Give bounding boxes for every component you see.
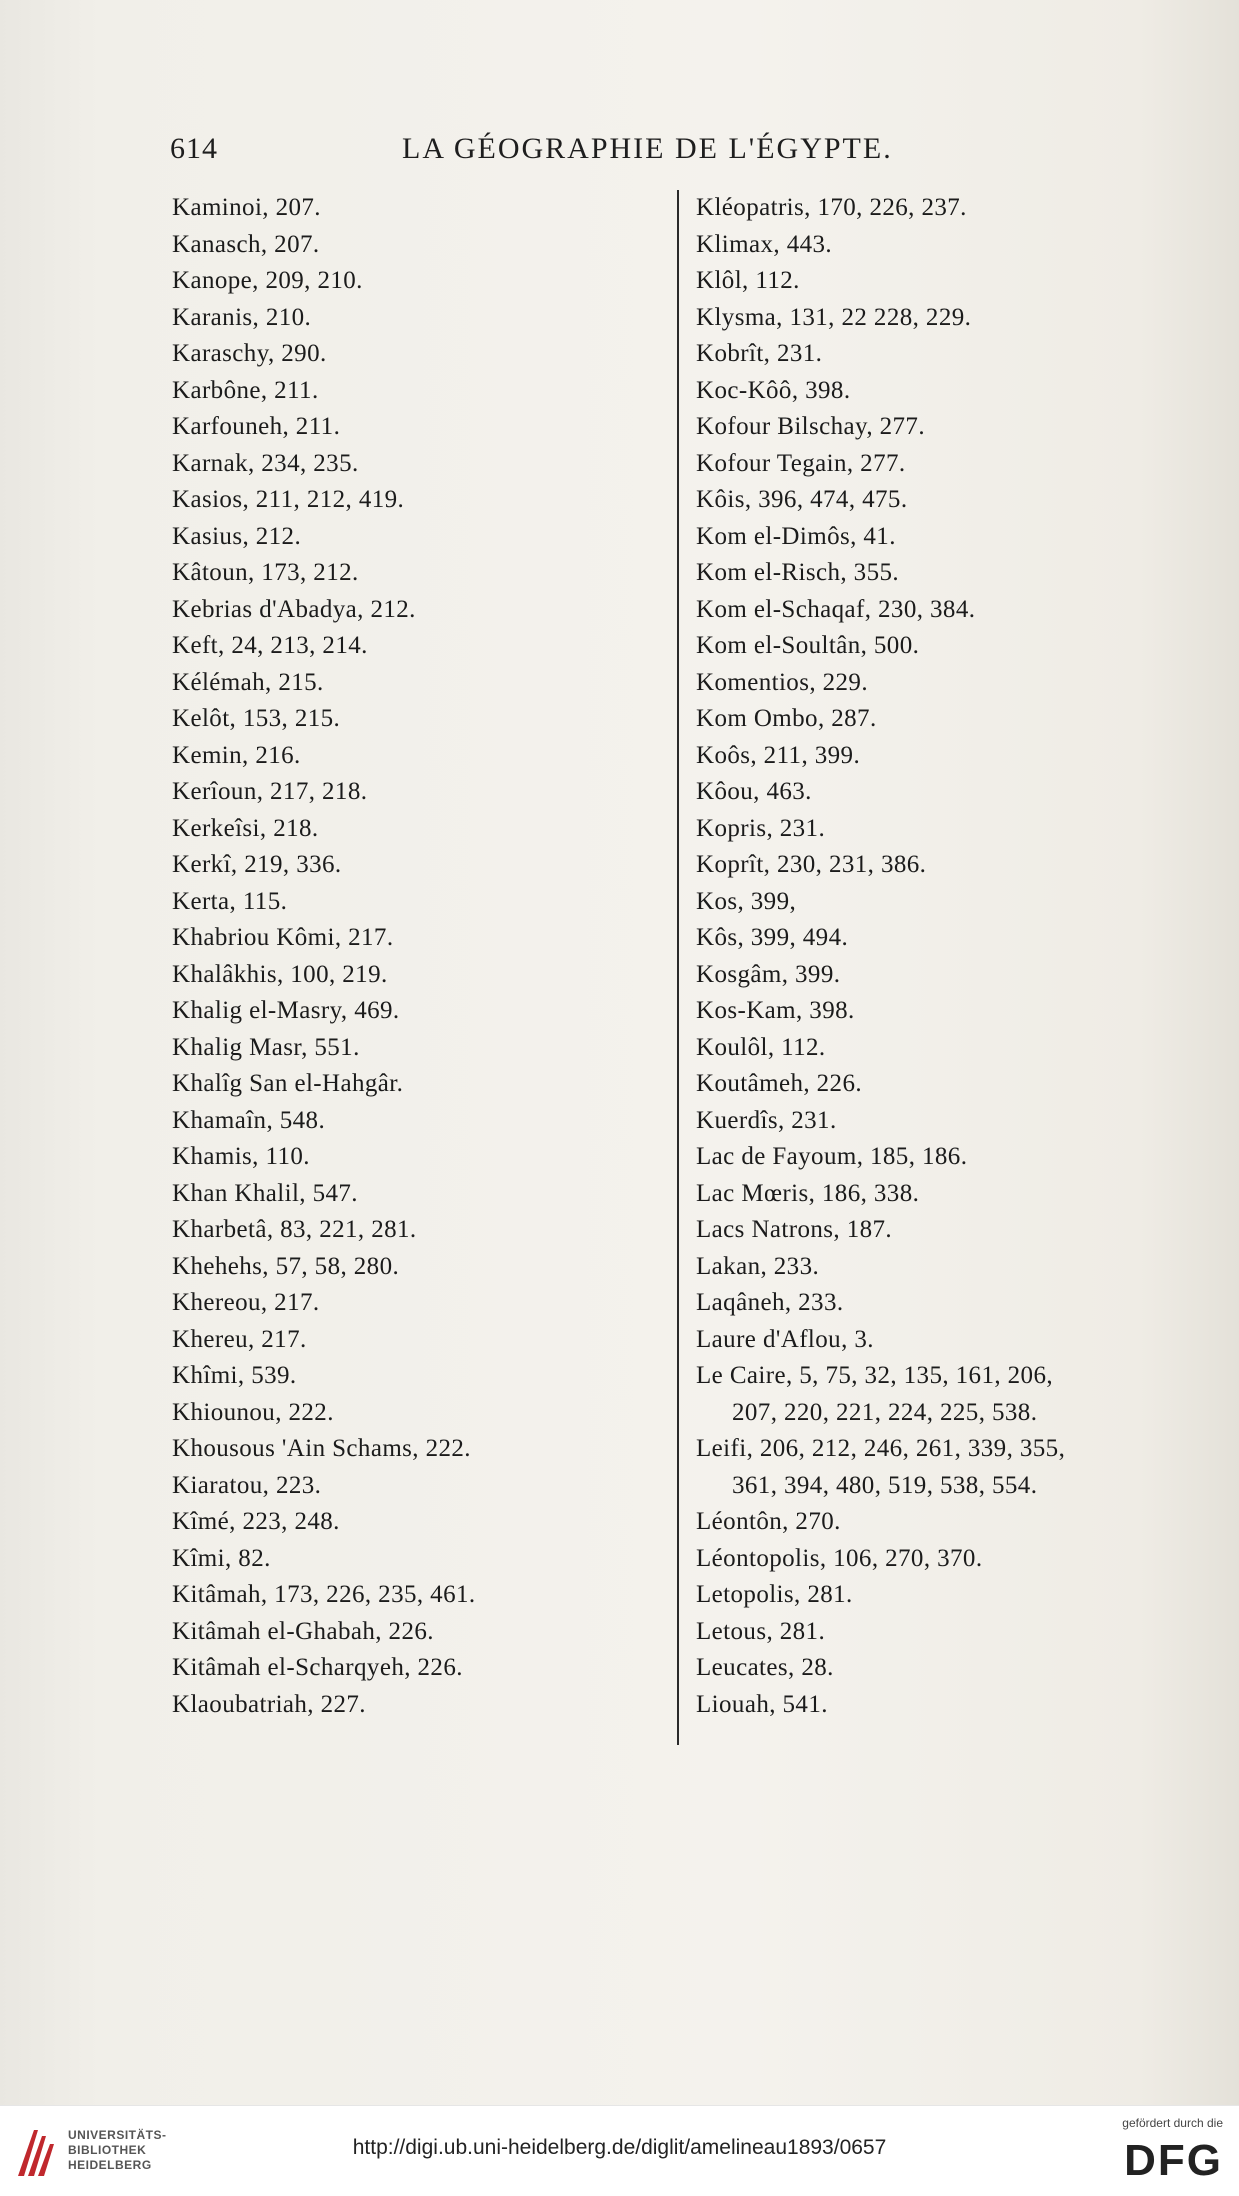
- index-entry: Komentios, 229.: [696, 668, 868, 696]
- index-entry: Karbône, 211.: [172, 376, 319, 404]
- index-entry: Karfouneh, 211.: [172, 413, 341, 440]
- index-entry: Kâtoun, 173, 212.: [172, 559, 359, 586]
- index-entry: Khalig Masr, 551.: [172, 1033, 360, 1061]
- index-entry: Kanasch, 207.: [172, 230, 320, 258]
- index-entry: Khalig el-Masry, 469.: [172, 997, 400, 1024]
- index-entry: Kerta, 115.: [172, 887, 288, 915]
- index-entry: Kobrît, 231.: [696, 340, 823, 367]
- index-entry: Khîmi, 539.: [172, 1362, 297, 1389]
- index-entry: Léontopolis, 106, 270, 370.: [696, 1544, 983, 1572]
- index-entry: Karaschy, 290.: [172, 340, 327, 367]
- index-entry: Kélémah, 215.: [172, 668, 324, 696]
- funder-note: gefördert durch die: [1122, 2116, 1223, 2130]
- page-header: [170, 132, 950, 172]
- index-entry: Kasios, 211, 212, 419.: [172, 486, 405, 513]
- index-entry: Kîmi, 82.: [172, 1544, 271, 1572]
- index-entry: Léontôn, 270.: [696, 1508, 841, 1535]
- index-entry: Khalîg San el-Hahgâr.: [172, 1070, 404, 1097]
- index-entry: Khabriou Kômi, 217.: [172, 924, 394, 951]
- running-title: LA GÉOGRAPHIE DE L'ÉGYPTE.: [402, 132, 893, 165]
- index-entry: Letous, 281.: [696, 1617, 826, 1645]
- index-entry: Khamis, 110.: [172, 1143, 310, 1170]
- index-entry: Kofour Bilschay, 277.: [696, 413, 925, 440]
- index-entry: Kôis, 396, 474, 475.: [696, 486, 908, 513]
- index-entry: Koutâmeh, 226.: [696, 1070, 862, 1097]
- index-entry: Lac de Fayoum, 185, 186.: [696, 1143, 968, 1170]
- index-entry: Klaoubatriah, 227.: [172, 1690, 366, 1718]
- index-entry: Kuerdîs, 231.: [696, 1106, 837, 1134]
- index-entry: Koc-Kôô, 398.: [696, 376, 851, 404]
- index-entry-continuation: 207, 220, 221, 224, 225, 538.: [732, 1398, 1038, 1426]
- index-entry: Kiaratou, 223.: [172, 1471, 322, 1499]
- index-entry: Kanope, 209, 210.: [172, 267, 363, 294]
- index-entry: Kaminoi, 207.: [172, 194, 321, 221]
- index-entry: Kitâmah el-Ghabah, 226.: [172, 1617, 434, 1645]
- index-entry: Karanis, 210.: [172, 303, 312, 331]
- index-entry: Klôl, 112.: [696, 267, 800, 294]
- index-entry: Keft, 24, 213, 214.: [172, 632, 368, 659]
- index-entry: Kosgâm, 399.: [696, 960, 841, 988]
- index-column-right: [696, 190, 1176, 1723]
- index-entry: Kitâmah el-Scharqyeh, 226.: [172, 1654, 463, 1681]
- index-entry: Klysma, 131, 22 228, 229.: [696, 303, 972, 331]
- dfg-logo: DFG: [1124, 2136, 1223, 2185]
- index-entry: Letopolis, 281.: [696, 1581, 853, 1608]
- index-entry: Laure d'Aflou, 3.: [696, 1325, 874, 1353]
- index-entry: Kôs, 399, 494.: [696, 924, 849, 951]
- index-entry: Khereu, 217.: [172, 1325, 307, 1353]
- index-entry: Lacs Natrons, 187.: [696, 1216, 893, 1243]
- index-entry: Kofour Tegain, 277.: [696, 449, 906, 477]
- index-entry: Kléopatris, 170, 226, 237.: [696, 194, 967, 221]
- index-entry: Khiounou, 222.: [172, 1398, 334, 1426]
- index-entry: Kerkî, 219, 336.: [172, 851, 342, 878]
- index-entry-continuation: 361, 394, 480, 519, 538, 554.: [732, 1471, 1038, 1499]
- index-entry: Khereou, 217.: [172, 1289, 320, 1316]
- index-entry: Kasius, 212.: [172, 522, 302, 550]
- digitization-footer: [0, 2105, 1239, 2196]
- library-name-line: BIBLIOTHEK: [68, 2143, 147, 2157]
- index-entry: Liouah, 541.: [696, 1690, 828, 1718]
- index-entry: Leifi, 206, 212, 246, 261, 339, 355,: [696, 1435, 1066, 1462]
- index-entry: Kos, 399,: [696, 887, 797, 915]
- index-entry: Kom el-Dimôs, 41.: [696, 522, 896, 550]
- index-entry: Kebrias d'Abadya, 212.: [172, 595, 416, 623]
- index-entry: Kemin, 216.: [172, 741, 301, 769]
- index-column-left: [172, 190, 662, 1723]
- column-divider: [677, 190, 679, 1745]
- index-entry: Kitâmah, 173, 226, 235, 461.: [172, 1581, 476, 1608]
- page-number: 614: [170, 132, 218, 165]
- index-entry: Kerkeîsi, 218.: [172, 814, 319, 842]
- index-entry: Kopris, 231.: [696, 814, 826, 842]
- index-entry: Lac Mœris, 186, 338.: [696, 1179, 920, 1207]
- index-entry: Kom el-Schaqaf, 230, 384.: [696, 595, 976, 623]
- index-entry: Koulôl, 112.: [696, 1033, 826, 1061]
- index-entry: Klimax, 443.: [696, 230, 833, 258]
- index-entry: Kom el-Risch, 355.: [696, 559, 900, 586]
- index-entry: Khehehs, 57, 58, 280.: [172, 1252, 400, 1280]
- index-entry: Karnak, 234, 235.: [172, 449, 359, 477]
- index-entry: Kom el-Soultân, 500.: [696, 632, 920, 659]
- index-entry: Kos-Kam, 398.: [696, 997, 855, 1024]
- index-entry: Kerîoun, 217, 218.: [172, 778, 368, 805]
- index-entry: Laqâneh, 233.: [696, 1289, 844, 1316]
- source-url-link[interactable]: http://digi.ub.uni-heidelberg.de/diglit/amelineau1893/0657: [352, 2136, 887, 2159]
- index-entry: Khan Khalil, 547.: [172, 1179, 358, 1207]
- index-entry: Khalâkhis, 100, 219.: [172, 960, 388, 988]
- index-entry: Khousous 'Ain Schams, 222.: [172, 1435, 471, 1462]
- index-entry: Kharbetâ, 83, 221, 281.: [172, 1216, 417, 1243]
- index-entry: Lakan, 233.: [696, 1252, 820, 1280]
- index-entry: Le Caire, 5, 75, 32, 135, 161, 206,: [696, 1362, 1054, 1389]
- index-entry: Leucates, 28.: [696, 1654, 834, 1681]
- index-entry: Kôou, 463.: [696, 778, 812, 805]
- index-entry: Kelôt, 153, 215.: [172, 705, 341, 732]
- index-entry: Kom Ombo, 287.: [696, 705, 877, 732]
- index-entry: Koôs, 211, 399.: [696, 741, 861, 769]
- index-entry: Koprît, 230, 231, 386.: [696, 851, 927, 878]
- index-entry: Kîmé, 223, 248.: [172, 1508, 340, 1535]
- library-name-line: UNIVERSITÄTS-: [68, 2128, 167, 2142]
- library-name-line: HEIDELBERG: [68, 2158, 152, 2172]
- index-entry: Khamaîn, 548.: [172, 1106, 326, 1134]
